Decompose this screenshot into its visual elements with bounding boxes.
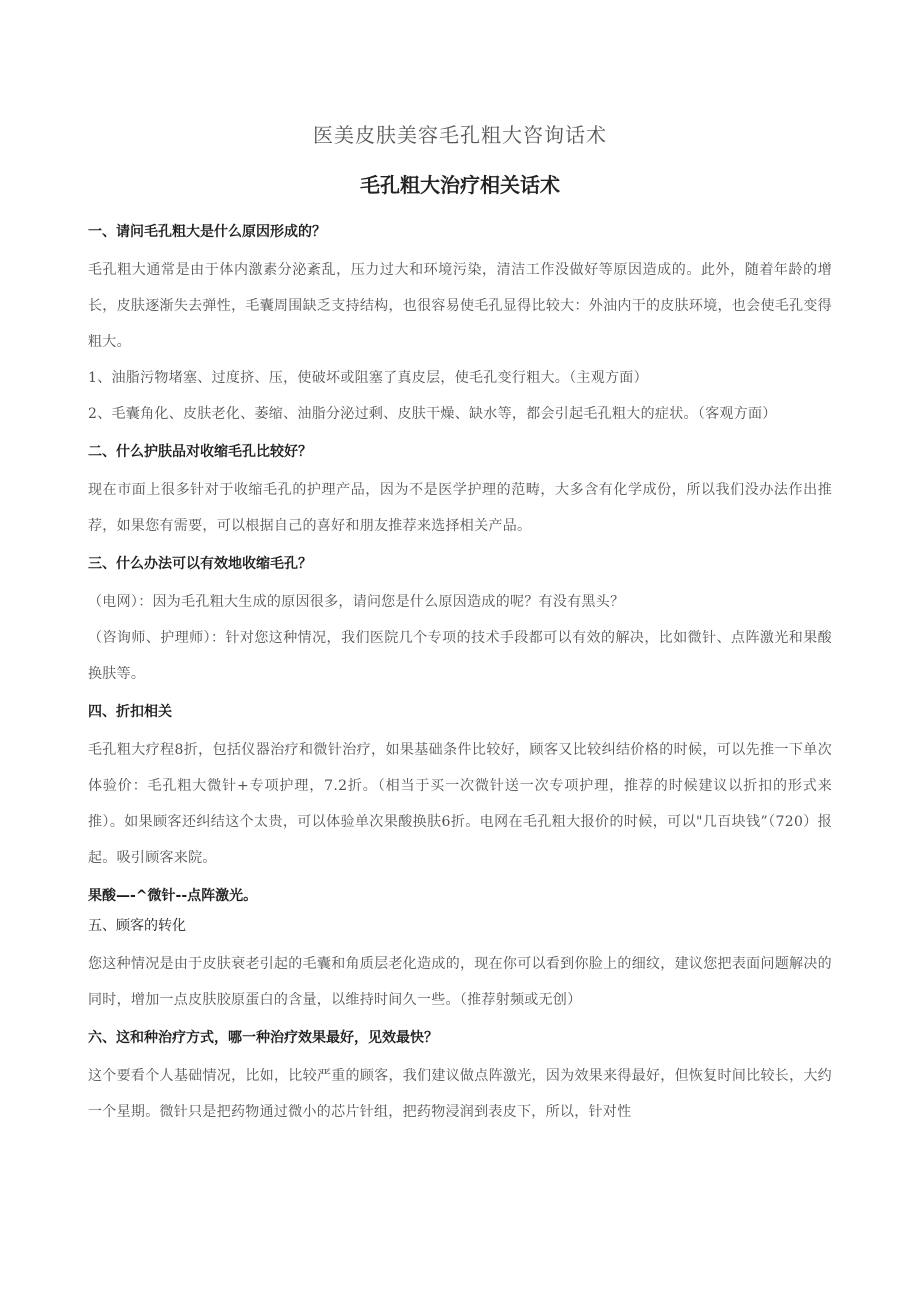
section-1-paragraph-1: 毛孔粗大通常是由于体内激素分泌紊乱，压力过大和环境污染，清洁工作没做好等原因造成的。此外，随着年龄的增长，皮肤逐渐失去弹性，毛囊周围缺乏支持结构，也很容易使毛孔显得比较大：外油内干的皮肤环境，也会使毛孔变得粗大。: [88, 262, 832, 350]
section-3-paragraph-2: （咨询师、护理师）：针对您这种情况，我们医院几个专项的技术手段都可以有效的解决，比如微针、点阵激光和果酸换肤等。: [88, 630, 832, 682]
section-5-paragraph-1: 您这种情况是由于皮肤衰老引起的毛囊和角质层老化造成的，现在你可以看到你脸上的细纹，建议您把表面问题解决的同时，增加一点皮肤胶原蛋白的含量，以维持时间久一些。（推荐射频或无创）: [88, 956, 832, 1008]
section-6-paragraph-1: 这个要看个人基础情况，比如，比较严重的顾客，我们建议做点阵激光，因为效果来得最好，但恢复时间比较长，大约一个星期。微针只是把药物通过微小的芯片针组，把药物浸润到表皮下，所以，针对性: [88, 1068, 832, 1120]
section-3-paragraph-1: （电网）：因为毛孔粗大生成的原因很多，请问您是什么原因造成的呢？有没有黑头？: [88, 594, 625, 610]
section-6-heading: 六、这和种治疗方式，哪一种治疗效果最好，见效最快？: [88, 1030, 438, 1046]
section-3-heading: 三、什么办法可以有效地收缩毛孔？: [88, 556, 312, 572]
section-2-paragraph-1: 现在市面上很多针对于收缩毛孔的护理产品，因为不是医学护理的范畴，大多含有化学成份，所以我们没办法作出推荐，如果您有需要，可以根据自己的喜好和朋友推荐来选择相关产品。: [88, 482, 832, 534]
section-5-heading: 五、顾客的转化: [88, 918, 186, 934]
section-1-paragraph-2: 1、油脂污物堵塞、过度挤、压，使破坏或阻塞了真皮层，使毛孔变行粗大。（主观方面）: [88, 370, 648, 386]
document-title: 医美皮肤美容毛孔粗大咨询话术: [313, 123, 607, 147]
section-2-heading: 二、什么护肤品对收缩毛孔比较好？: [88, 444, 312, 460]
document-body: [88, 222, 832, 1130]
section-4-heading: 四、折扣相关: [88, 704, 172, 720]
document-subtitle: 毛孔粗大治疗相关话术: [360, 173, 560, 197]
section-4-note: 果酸—-^微针--点阵激光。: [88, 888, 258, 904]
section-1-heading: 一、请问毛孔粗大是什么原因形成的？: [88, 224, 326, 240]
section-4-paragraph-1: 毛孔粗大疗程8折，包括仪器治疗和微针治疗，如果基础条件比较好，顾客又比较纠结价格的时候，可以先推一下单次体验价：毛孔粗大微针+专项护理，7.2折。（相当于买一次微针送一次专项护理，推荐的时候建议以折扣的形式来推）。如果顾客还纠结这个太贵，可以体验单次果酸换肤6折。电网在毛孔粗大报价的时候，可以"几百块钱”（720）报起。吸引顾客来院。: [88, 742, 832, 866]
section-1-paragraph-3: 2、毛囊角化、皮肤老化、萎缩、油脂分泌过剩、皮肤干燥、缺水等，都会引起毛孔粗大的症状。（客观方面）: [88, 406, 777, 422]
